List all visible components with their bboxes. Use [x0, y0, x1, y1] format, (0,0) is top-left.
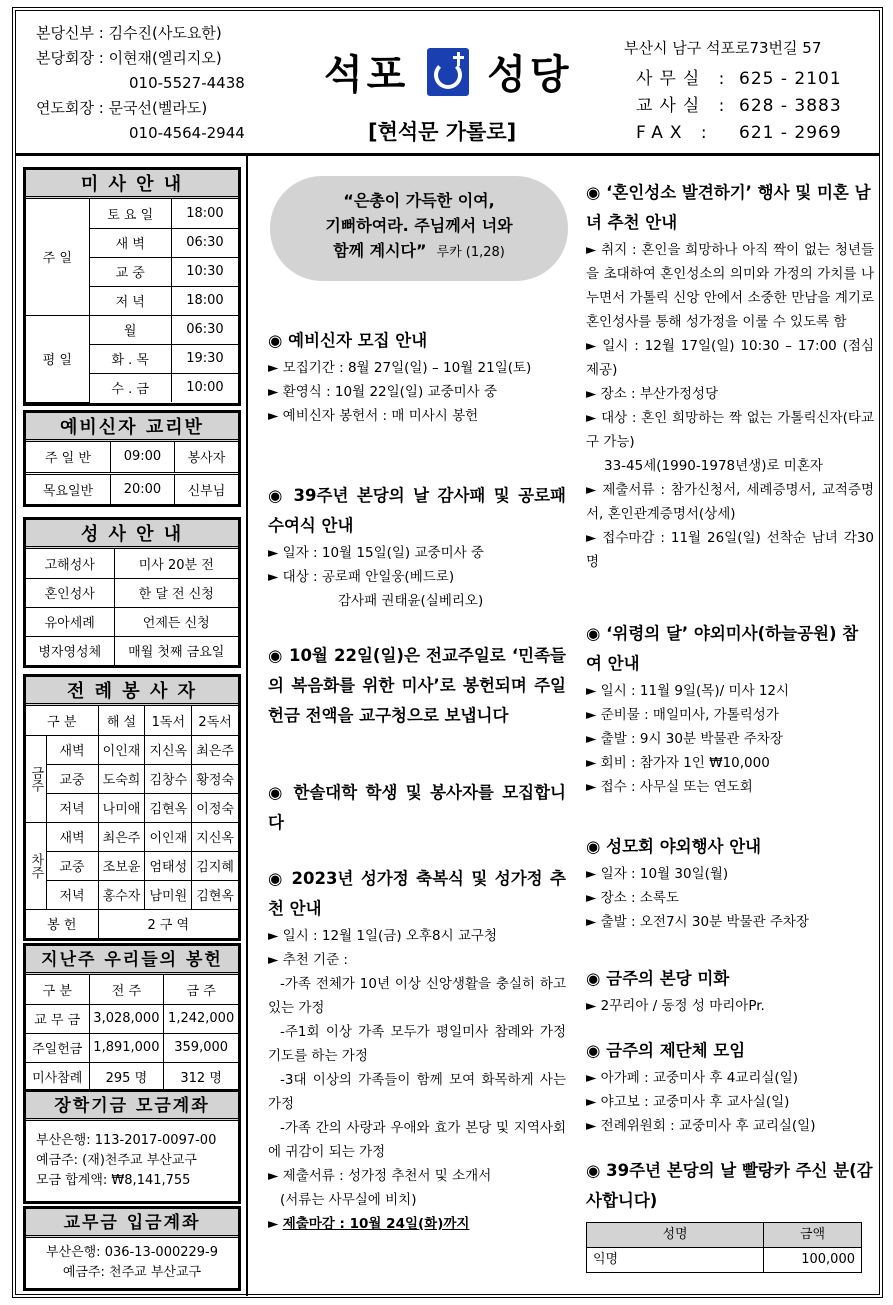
donation-thanks-section — [586, 1156, 874, 1273]
offering-cell: 359,000 — [164, 1033, 238, 1062]
quote-line: 함께 계시다” — [333, 241, 427, 260]
section-item: 33-45세(1990-1978년생)로 미혼자 — [604, 458, 823, 474]
mass-name: 토 요 일 — [89, 199, 171, 228]
church-cleaning-section — [586, 964, 874, 1018]
sacraments-box — [23, 517, 241, 668]
offerings-title: 지난주 우리들의 봉헌 — [26, 946, 238, 975]
yeondo-name: 문국선(벨라도) — [108, 99, 208, 117]
section-item: ► 접수 : 사무실 또는 연도회 — [586, 779, 753, 795]
section-item: -가족 전체가 10년 이상 신앙생활을 충실히 하고 있는 가정 — [268, 976, 566, 1016]
yeondo-phone: 010-4564-2944 — [129, 124, 245, 142]
pastor-label: 본당신부 : — [36, 24, 109, 42]
offering-cell: 1,242,000 — [164, 1004, 238, 1033]
weekday-label: 평 일 — [26, 315, 89, 402]
section-item: ► 대상 : 혼인 희망하는 짝 없는 가톨릭신자(타교구 가능) — [586, 410, 874, 450]
sacraments-table — [26, 549, 238, 665]
fax-number: 621 - 2969 — [739, 123, 842, 143]
offering-label: 봉 헌 — [26, 909, 98, 938]
pastor-name: 김수진(사도요한) — [108, 24, 222, 42]
section-item: ► 취지 : 혼인을 희망하나 아직 짝이 없는 청년들을 초대하여 혼인성소의 의미와 가정의 가치를 나누면서 가톨릭 신앙 안에서 소중한 만남을 계기로 혼인성사를 통해 성가정을 이룰 수 있도록 함 — [586, 242, 874, 330]
server-cell: 지신옥 — [145, 735, 192, 764]
page-title — [324, 43, 573, 100]
teacher-room-phone: 628 - 3883 — [739, 96, 842, 116]
section-item: ► 추천 기준 : — [268, 952, 348, 968]
scholarship-box — [23, 1089, 241, 1204]
offering-cell: 교 무 금 — [26, 1004, 89, 1033]
offering-cell: 312 명 — [164, 1062, 238, 1091]
section-item: ► 일시 : 11월 9일(목)/ 미사 12시 — [586, 683, 790, 699]
next-week-label: 차주 — [26, 822, 46, 909]
section-heading: ◉ 성모회 야외행사 안내 — [586, 837, 762, 856]
server-cell: 저녁 — [46, 880, 98, 909]
account-line: 예금주: (재)천주교 부산교구 — [36, 1153, 197, 1168]
servers-title: 전 례 봉 사 자 — [26, 677, 238, 706]
mass-time: 19:30 — [171, 344, 238, 373]
section-item: ► 일자 : 10월 15일(일) 교중미사 중 — [268, 545, 484, 561]
group-meetings-section — [586, 1036, 874, 1138]
mass-name: 교 중 — [89, 257, 171, 286]
account-line: 부산은행: 036-13-000229-9 — [45, 1245, 219, 1260]
mass-time: 10:30 — [171, 257, 238, 286]
mass-time: 18:00 — [171, 199, 238, 228]
teacher-room-label: 교사실 : — [636, 96, 732, 116]
arrow-icon: ► — [268, 1216, 283, 1232]
section-item: ► 출발 : 9시 30분 박물관 주차장 — [586, 731, 783, 747]
section-item: ► 출발 : 오전7시 30분 박물관 주차장 — [586, 914, 809, 930]
president-phone: 010-5527-4438 — [129, 74, 245, 92]
office-label: 사무실 : — [636, 69, 732, 89]
section-item: ► 아가페 : 교중미사 후 4교리실(일) — [586, 1070, 799, 1086]
server-cell: 조보윤 — [98, 851, 145, 880]
hansol-recruit-section — [268, 778, 566, 838]
col-header: 구 분 — [26, 975, 89, 1004]
president-label: 본당회장 : — [36, 49, 109, 67]
section-item: ► 2꾸리아 / 동정 성 마리아Pr. — [586, 998, 765, 1014]
dues-account — [26, 1238, 238, 1288]
section-item: -주1회 이상 가족 모두가 평일미사 참례와 가정기도를 하는 가정 — [268, 1024, 566, 1064]
sacrament-name: 혼인성사 — [26, 578, 114, 607]
donor-amount: 100,000 — [764, 1248, 862, 1273]
mission-sunday-section — [268, 641, 566, 731]
server-cell: 이인재 — [98, 735, 145, 764]
section-item: -가족 간의 사랑과 우애와 효가 본당 및 지역사회에 귀감이 되는 가정 — [268, 1120, 566, 1160]
section-item: -3대 이상의 가족들이 함께 모여 화목하게 사는 가정 — [268, 1072, 566, 1112]
section-heading: ◉ 10월 22일(일)은 전교주일로 ‘민족들의 복음화를 위한 미사’로 봉헌되며 주일헌금 전액을 교구청으로 보냅니다 — [268, 646, 566, 725]
holy-family-section — [268, 864, 566, 1236]
section-item: ► 접수마감 : 11월 26일(일) 선착순 남녀 각30명 — [586, 530, 874, 570]
section-item: ► 회비 : 참가자 1인 ₩10,000 — [586, 755, 770, 771]
mass-time: 18:00 — [171, 286, 238, 315]
server-cell: 황정숙 — [192, 764, 238, 793]
section-item: ► 일자 : 10월 30일(월) — [586, 866, 729, 882]
scripture-quote — [270, 176, 568, 281]
section-item: ► 야고보 : 교중미사 후 교사실(일) — [586, 1094, 790, 1110]
section-item: ► 일시 : 12월 1일(금) 오후8시 교구청 — [268, 928, 498, 944]
class-time: 09:00 — [110, 442, 174, 473]
sunday-label: 주 일 — [26, 199, 89, 315]
section-heading: ◉ 금주의 본당 미화 — [586, 969, 730, 988]
deadline-text: 제출마감 : 10월 24일(화)까지 — [282, 1216, 470, 1232]
server-cell: 김현옥 — [192, 880, 238, 909]
this-week-label: 금주 — [26, 735, 46, 822]
catechumen-table — [26, 442, 238, 504]
sacrament-info: 미사 20분 전 — [114, 549, 238, 578]
offerings-box — [23, 943, 241, 1094]
all-souls-mass-section — [586, 619, 874, 799]
section-heading: ◉ ‘위령의 달’ 야외미사(하늘공원) 참여 안내 — [586, 624, 859, 673]
mass-name: 수 . 금 — [89, 373, 171, 402]
mass-schedule-table — [26, 199, 238, 403]
account-line: 예금주: 천주교 부산교구 — [62, 1265, 202, 1280]
class-teacher: 봉사자 — [174, 442, 238, 473]
donor-table — [586, 1222, 862, 1273]
mass-time: 06:30 — [171, 228, 238, 257]
server-cell: 지신옥 — [192, 822, 238, 851]
account-line: 모금 합계액: ₩8,141,755 — [36, 1173, 191, 1188]
mass-schedule-box — [23, 167, 241, 406]
col-header: 해 설 — [98, 706, 145, 735]
section-heading: ◉ 2023년 성가정 축복식 및 성가정 추천 안내 — [268, 869, 566, 918]
server-cell: 이인재 — [145, 822, 192, 851]
account-line: 부산은행: 113-2017-0097-00 — [36, 1133, 217, 1148]
title-right: 성당 — [487, 52, 573, 98]
server-cell: 김지혜 — [192, 851, 238, 880]
class-name: 목요일반 — [26, 473, 110, 504]
server-cell: 새벽 — [46, 735, 98, 764]
server-cell: 홍수자 — [98, 880, 145, 909]
server-cell: 나미애 — [98, 793, 145, 822]
address: 부산시 남구 석포로73번길 57 — [624, 39, 822, 57]
server-cell: 남미원 — [145, 880, 192, 909]
col-header: 전 주 — [89, 975, 164, 1004]
section-heading: ◉ 39주년 본당의 날 빨랑카 주신 분(감사합니다) — [586, 1161, 873, 1210]
president-name: 이현재(엘리지오) — [108, 49, 222, 67]
server-cell: 김창수 — [145, 764, 192, 793]
section-item: ► 일시 : 12월 17일(일) 10:30 – 17:00 (점심 제공) — [586, 338, 874, 378]
col-header: 2독서 — [192, 706, 238, 735]
offering-cell: 주일헌금 — [26, 1033, 89, 1062]
catechumen-title: 예비신자 교리반 — [26, 413, 238, 442]
dues-account-box — [23, 1206, 241, 1291]
class-teacher: 신부님 — [174, 473, 238, 504]
sacrament-info: 매월 첫째 금요일 — [114, 636, 238, 665]
col-header: 1독서 — [145, 706, 192, 735]
section-item: (서류는 사무실에 비치) — [280, 1192, 417, 1208]
col-header: 구 분 — [26, 706, 98, 735]
server-cell: 저녁 — [46, 793, 98, 822]
clergy-info — [36, 21, 245, 146]
server-cell: 최은주 — [98, 822, 145, 851]
sacraments-title: 성 사 안 내 — [26, 520, 238, 549]
anniversary-award-section — [268, 481, 566, 613]
col-header: 성명 — [587, 1223, 764, 1248]
title-left: 석포 — [324, 52, 410, 98]
quote-reference: 루카 (1,28) — [436, 245, 505, 260]
catechumen-recruit-section — [268, 326, 566, 428]
sacrament-name: 유아세례 — [26, 607, 114, 636]
servers-table — [26, 706, 238, 938]
section-heading: ◉ 한솔대학 학생 및 봉사자를 모집합니다 — [268, 783, 566, 832]
offerings-table — [26, 975, 238, 1091]
marriage-vocation-section — [586, 178, 874, 574]
sacrament-info: 언제든 신청 — [114, 607, 238, 636]
server-cell: 김현옥 — [145, 793, 192, 822]
server-cell: 교중 — [46, 851, 98, 880]
scholarship-title: 장학기금 모금계좌 — [26, 1092, 238, 1121]
church-logo-icon — [427, 48, 469, 96]
offering-cell: 3,028,000 — [89, 1004, 164, 1033]
server-cell: 새벽 — [46, 822, 98, 851]
section-item: 감사패 권태윤(실베리오) — [338, 593, 484, 609]
patron-subtitle: [현석문 가롤로] — [368, 120, 517, 144]
mass-time: 06:30 — [171, 315, 238, 344]
section-item: ► 제출서류 : 참가신청서, 세례증명서, 교적증명서, 혼인관계증명서(상세) — [586, 482, 874, 522]
bulletin-frame — [12, 7, 883, 1298]
section-item: ► 준비물 : 매일미사, 가톨릭성가 — [586, 707, 779, 723]
section-heading: ◉ 39주년 본당의 날 감사패 및 공로패 수여식 안내 — [268, 486, 566, 535]
donor-name: 익명 — [587, 1248, 764, 1273]
quote-line: “은총이 가득한 이여, — [343, 191, 495, 210]
mass-name: 월 — [89, 315, 171, 344]
section-heading: ◉ 예비신자 모집 안내 — [268, 331, 428, 350]
section-item: ► 모집기간 : 8월 27일(일) – 10월 21일(토) — [268, 360, 532, 376]
class-name: 주 일 반 — [26, 442, 110, 473]
office-phone: 625 - 2101 — [739, 69, 842, 89]
mothers-outing-section — [586, 832, 874, 934]
catechumen-box — [23, 410, 241, 507]
mass-name: 저 녁 — [89, 286, 171, 315]
server-cell: 도숙희 — [98, 764, 145, 793]
col-header: 금 주 — [164, 975, 238, 1004]
offering-cell: 미사참례 — [26, 1062, 89, 1091]
section-item: ► 제출서류 : 성가정 추천서 및 소개서 — [268, 1168, 492, 1184]
section-item: ► 전례위원회 : 교중미사 후 교리실(일) — [586, 1118, 816, 1134]
yeondo-label: 연도회장 : — [36, 99, 109, 117]
server-cell: 엄태성 — [145, 851, 192, 880]
sacrament-name: 병자영성체 — [26, 636, 114, 665]
dues-account-title: 교무금 입금계좌 — [26, 1209, 238, 1238]
contact-info — [624, 37, 842, 147]
col-header: 금액 — [764, 1223, 862, 1248]
scholarship-account — [26, 1121, 238, 1201]
mass-name: 화 . 목 — [89, 344, 171, 373]
section-heading: ◉ ‘혼인성소 발견하기’ 행사 및 미혼 남녀 추천 안내 — [586, 183, 871, 232]
mass-name: 새 벽 — [89, 228, 171, 257]
offering-cell: 295 명 — [89, 1062, 164, 1091]
section-item: ► 장소 : 부산가정성당 — [586, 386, 719, 402]
offering-group: 2 구 역 — [98, 909, 238, 938]
section-item: ► 장소 : 소록도 — [586, 890, 680, 906]
quote-line: 기뻐하여라. 주님께서 너와 — [325, 216, 513, 235]
offering-cell: 1,891,000 — [89, 1033, 164, 1062]
section-item: ► 대상 : 공로패 안일웅(베드로) — [268, 569, 455, 585]
class-time: 20:00 — [110, 473, 174, 504]
sacrament-info: 한 달 전 신청 — [114, 578, 238, 607]
section-item: ► 예비신자 봉헌서 : 매 미사시 봉헌 — [268, 408, 479, 424]
section-item: ► 환영식 : 10월 22일(일) 교중미사 중 — [268, 384, 498, 400]
sacrament-name: 고해성사 — [26, 549, 114, 578]
section-heading: ◉ 금주의 제단체 모임 — [586, 1041, 746, 1060]
mass-time: 10:00 — [171, 373, 238, 402]
header — [16, 11, 879, 156]
server-cell: 최은주 — [192, 735, 238, 764]
server-cell: 교중 — [46, 764, 98, 793]
server-cell: 이정숙 — [192, 793, 238, 822]
fax-label: FAX : — [636, 123, 714, 143]
mass-schedule-title: 미 사 안 내 — [26, 170, 238, 199]
left-sidebar — [16, 156, 248, 1296]
liturgy-servers-box — [23, 674, 241, 941]
